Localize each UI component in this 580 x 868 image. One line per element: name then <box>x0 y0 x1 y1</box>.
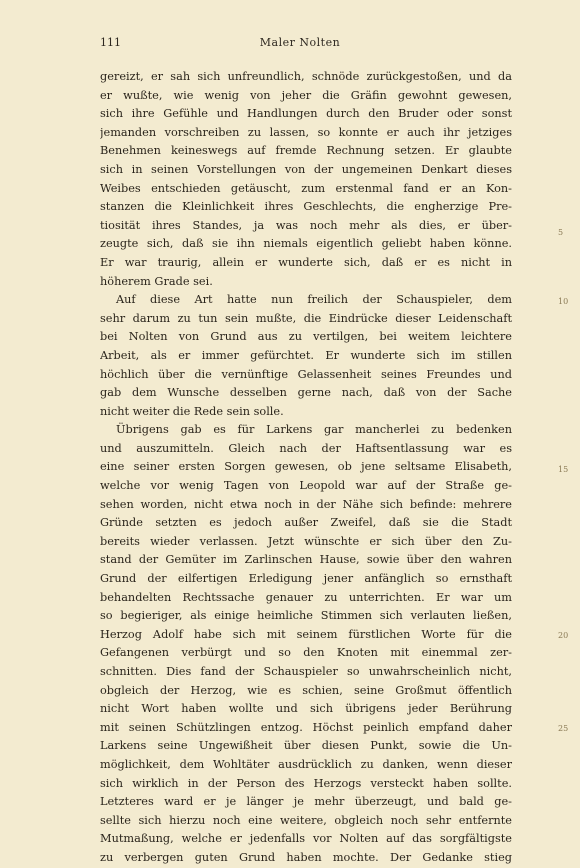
text-line: Er war traurig, allein er wunderte sich, daß er es nicht in <box>100 255 512 269</box>
text-line: gab dem Wunsche desselben gerne nach, daß von der Sache <box>100 386 512 400</box>
text-line: höchlich über die vernünftige Gelassenheit seines Freundes und <box>100 367 512 381</box>
text-line: stand der Gemüter im Zarlinschen Hause, sowie über den wahren <box>100 553 512 567</box>
text-line: Gründe setzten es jedoch außer Zweifel, daß sie die Stadt <box>100 516 512 530</box>
text-line: schnitten. Dies fand der Schauspieler so unwahrscheinlich nicht, <box>100 665 512 678</box>
page-number: 111 <box>100 36 121 49</box>
text-line: Arbeit, als er immer gefürchtet. Er wunderte sich im stillen <box>100 348 512 362</box>
text-line: Benehmen keineswegs auf fremde Rechnung setzen. Er glaubte <box>100 144 512 158</box>
margin-line-number: 20 <box>558 631 569 640</box>
text-line: Larkens seine Ungewißheit über diesen Punkt, sowie die Un- <box>100 739 512 753</box>
text-line: stanzen die Kleinlichkeit ihres Geschlechts, die engherzige Pre- <box>100 200 512 214</box>
text-line: welche vor wenig Tagen von Leopold war auf der Straße ge- <box>100 479 512 493</box>
text-line: nicht Wort haben wollte und sich übrigens jeder Berührung <box>100 702 512 716</box>
margin-line-number: 25 <box>558 724 569 733</box>
text-line: Grund der eilfertigen Erledigung jener anfänglich so ernsthaft <box>100 572 512 586</box>
text-line: Herzog Adolf habe sich mit seinem fürstlichen Worte für die <box>100 627 512 641</box>
text-line: behandelten Rechtssache genauer zu unterrichten. Er war um <box>100 590 512 604</box>
text-line: bei Nolten von Grund aus zu vertilgen, bei weitem leichtere <box>100 330 512 344</box>
body-text <box>100 68 512 868</box>
text-line: höherem Grade sei. <box>100 274 213 288</box>
running-title: Maler Nolten <box>259 36 341 49</box>
page-header <box>100 36 500 52</box>
text-line: Letzteres ward er je länger je mehr überzeugt, und bald ge- <box>100 795 512 809</box>
margin-line-number: 5 <box>558 228 564 237</box>
text-line: obgleich der Herzog, wie es schien, seine Großmut öffentlich <box>100 683 512 697</box>
text-line: Übrigens gab es für Larkens gar mancherlei zu bedenken <box>116 423 512 437</box>
margin-line-number: 15 <box>558 465 569 474</box>
text-line: er wußte, wie wenig von jeher die Gräfin gewohnt gewesen, <box>100 88 512 102</box>
text-line: sich ihre Gefühle und Handlungen durch den Bruder oder sonst <box>100 107 512 121</box>
text-line: sehen worden, nicht etwa noch in der Nähe sich befinde: mehrere <box>100 497 512 511</box>
text-line: mit seinen Schützlingen entzog. Höchst peinlich empfand daher <box>100 720 512 734</box>
text-line: sehr darum zu tun sein mußte, die Eindrücke dieser Leidenschaft <box>100 311 512 325</box>
text-line: bereits wieder verlassen. Jetzt wünschte er sich über den Zu- <box>100 534 512 548</box>
text-line: so begieriger, als einige heimliche Stimmen sich verlauten ließen, <box>100 609 512 623</box>
text-line: Weibes entschieden getäuscht, zum erstenmal fand er an Kon- <box>100 181 512 195</box>
margin-line-number: 10 <box>558 297 569 306</box>
text-line: sich in seinen Vorstellungen von der ungemeinen Denkart dieses <box>100 162 512 176</box>
text-line: Gefangenen verbürgt und so den Knoten mit einemmal zer- <box>100 646 512 660</box>
text-line: jemanden vorschreiben zu lassen, so konnte er auch ihr jetziges <box>100 125 512 139</box>
text-line: tiosität ihres Standes, ja was noch mehr als dies, er über- <box>100 218 512 232</box>
text-line: Auf diese Art hatte nun freilich der Schauspieler, dem <box>116 293 512 307</box>
text-line: Mutmaßung, welche er jedenfalls vor Nolten auf das sorgfältigste <box>100 832 512 846</box>
text-line: nicht weiter die Rede sein solle. <box>100 404 284 418</box>
text-line: eine seiner ersten Sorgen gewesen, ob jene seltsame Elisabeth, <box>100 460 512 474</box>
text-line: und auszumitteln. Gleich nach der Haftsentlassung war es <box>100 441 512 455</box>
text-line: zu verbergen guten Grund haben mochte. Der Gedanke stieg <box>100 850 512 864</box>
text-line: zeugte sich, daß sie ihn niemals eigentlich geliebt haben könne. <box>100 237 512 251</box>
text-line: möglichkeit, dem Wohltäter ausdrücklich zu danken, wenn dieser <box>100 757 512 771</box>
text-line: sellte sich hierzu noch eine weitere, obgleich noch sehr entfernte <box>100 813 512 827</box>
text-line: sich wirklich in der Person des Herzogs versteckt haben sollte. <box>100 776 512 790</box>
text-line: gereizt, er sah sich unfreundlich, schnöde zurückgestoßen, und da <box>100 70 512 83</box>
